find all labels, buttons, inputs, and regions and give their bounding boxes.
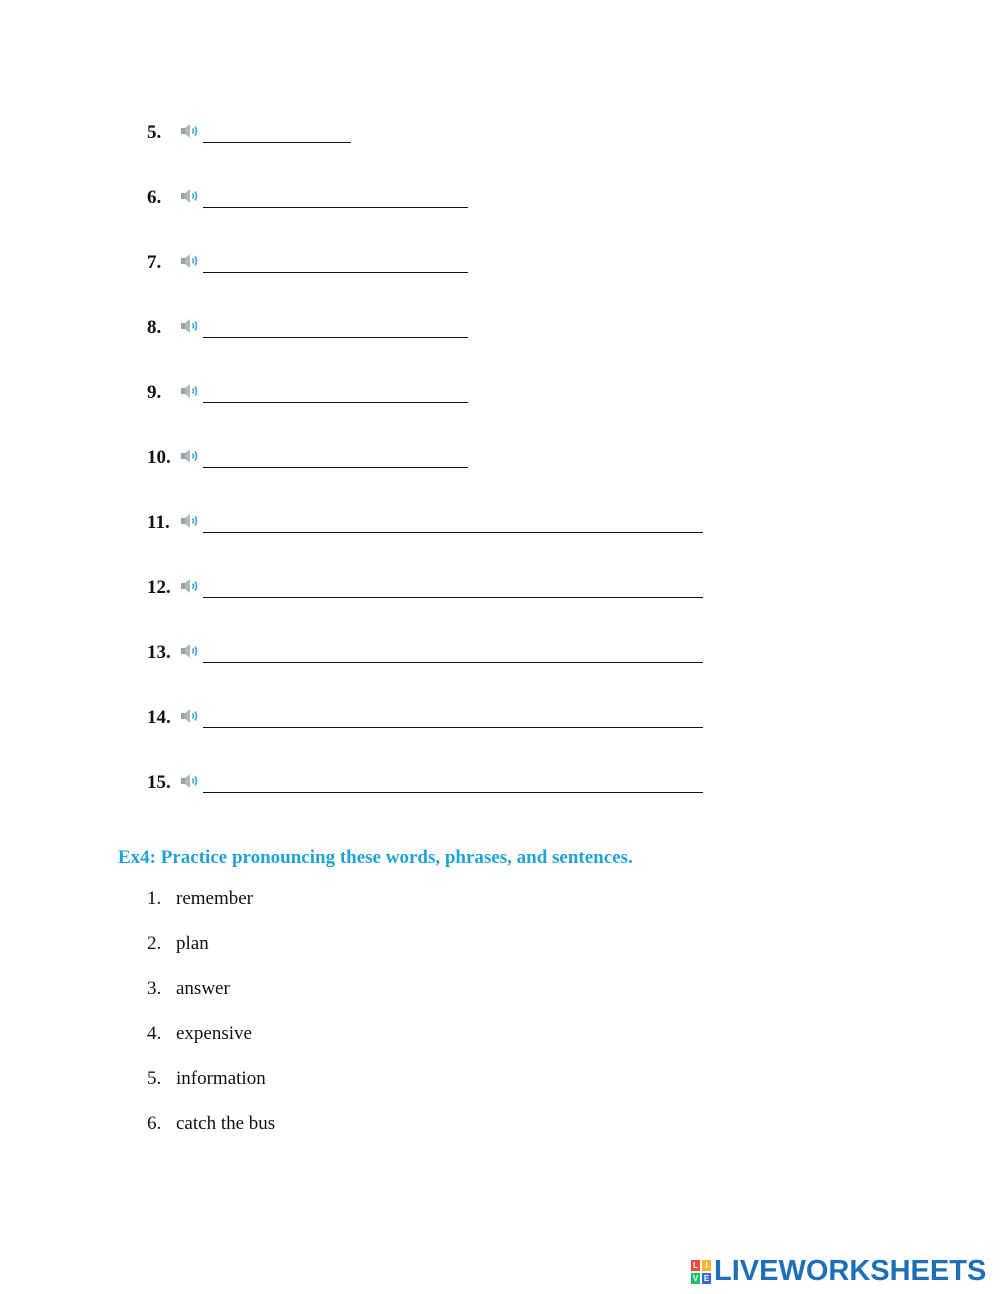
dictation-row: [147, 768, 703, 798]
speaker-icon[interactable]: [180, 187, 202, 205]
speaker-icon[interactable]: [180, 317, 202, 335]
list-text: plan: [176, 933, 209, 954]
list-number: 5.: [147, 1068, 162, 1089]
speaker-icon[interactable]: [180, 707, 202, 725]
item-number: 8.: [147, 317, 162, 338]
speaker-icon[interactable]: [180, 772, 202, 790]
answer-input[interactable]: [203, 118, 351, 143]
speaker-icon[interactable]: [180, 642, 202, 660]
answer-input[interactable]: [203, 313, 468, 338]
item-number: 7.: [147, 252, 162, 273]
item-number: 14.: [147, 707, 171, 728]
list-item: [147, 1021, 252, 1047]
dictation-row: [147, 703, 703, 733]
list-item: [147, 886, 253, 912]
list-item: [147, 1066, 266, 1092]
answer-input[interactable]: [203, 573, 703, 598]
list-text: remember: [176, 888, 254, 909]
item-number: 10.: [147, 447, 171, 468]
item-number: 12.: [147, 577, 171, 598]
speaker-icon[interactable]: [180, 122, 202, 140]
dictation-row: [147, 183, 468, 213]
answer-input[interactable]: [203, 703, 703, 728]
logo-grid-icon: L I V E: [692, 1260, 710, 1283]
speaker-icon[interactable]: [180, 382, 202, 400]
list-number: 6.: [147, 1113, 162, 1134]
dictation-row: [147, 443, 468, 473]
list-item: [147, 931, 209, 957]
list-number: 1.: [147, 888, 162, 909]
list-number: 4.: [147, 1023, 162, 1044]
dictation-row: [147, 313, 468, 343]
liveworksheets-logo: [691, 1255, 986, 1288]
answer-input[interactable]: [203, 183, 468, 208]
answer-input[interactable]: [203, 378, 468, 403]
list-text: answer: [176, 978, 230, 999]
speaker-icon[interactable]: [180, 252, 202, 270]
dictation-row: [147, 378, 468, 408]
item-number: 15.: [147, 772, 171, 793]
list-item: [147, 976, 230, 1002]
answer-input[interactable]: [203, 768, 703, 793]
item-number: 5.: [147, 122, 162, 143]
speaker-icon[interactable]: [180, 512, 202, 530]
item-number: 6.: [147, 187, 162, 208]
exercise4-heading: Ex4: Practice pronouncing these words, phrases, and sentences.: [118, 847, 633, 868]
list-text: expensive: [176, 1023, 252, 1044]
dictation-row: [147, 248, 468, 278]
item-number: 9.: [147, 382, 162, 403]
list-number: 3.: [147, 978, 162, 999]
list-number: 2.: [147, 933, 162, 954]
list-text: information: [176, 1068, 266, 1089]
dictation-row: [147, 638, 703, 668]
speaker-icon[interactable]: [180, 447, 202, 465]
dictation-row: [147, 573, 703, 603]
answer-input[interactable]: [203, 508, 703, 533]
dictation-row: [147, 118, 351, 148]
answer-input[interactable]: [203, 248, 468, 273]
answer-input[interactable]: [203, 443, 468, 468]
list-item: [147, 1111, 275, 1137]
list-text: catch the bus: [176, 1113, 276, 1134]
answer-input[interactable]: [203, 638, 703, 663]
item-number: 13.: [147, 642, 171, 663]
dictation-row: [147, 508, 703, 538]
item-number: 11.: [147, 512, 170, 533]
brand-name: LIVEWORKSHEETS: [714, 1255, 987, 1287]
speaker-icon[interactable]: [180, 577, 202, 595]
